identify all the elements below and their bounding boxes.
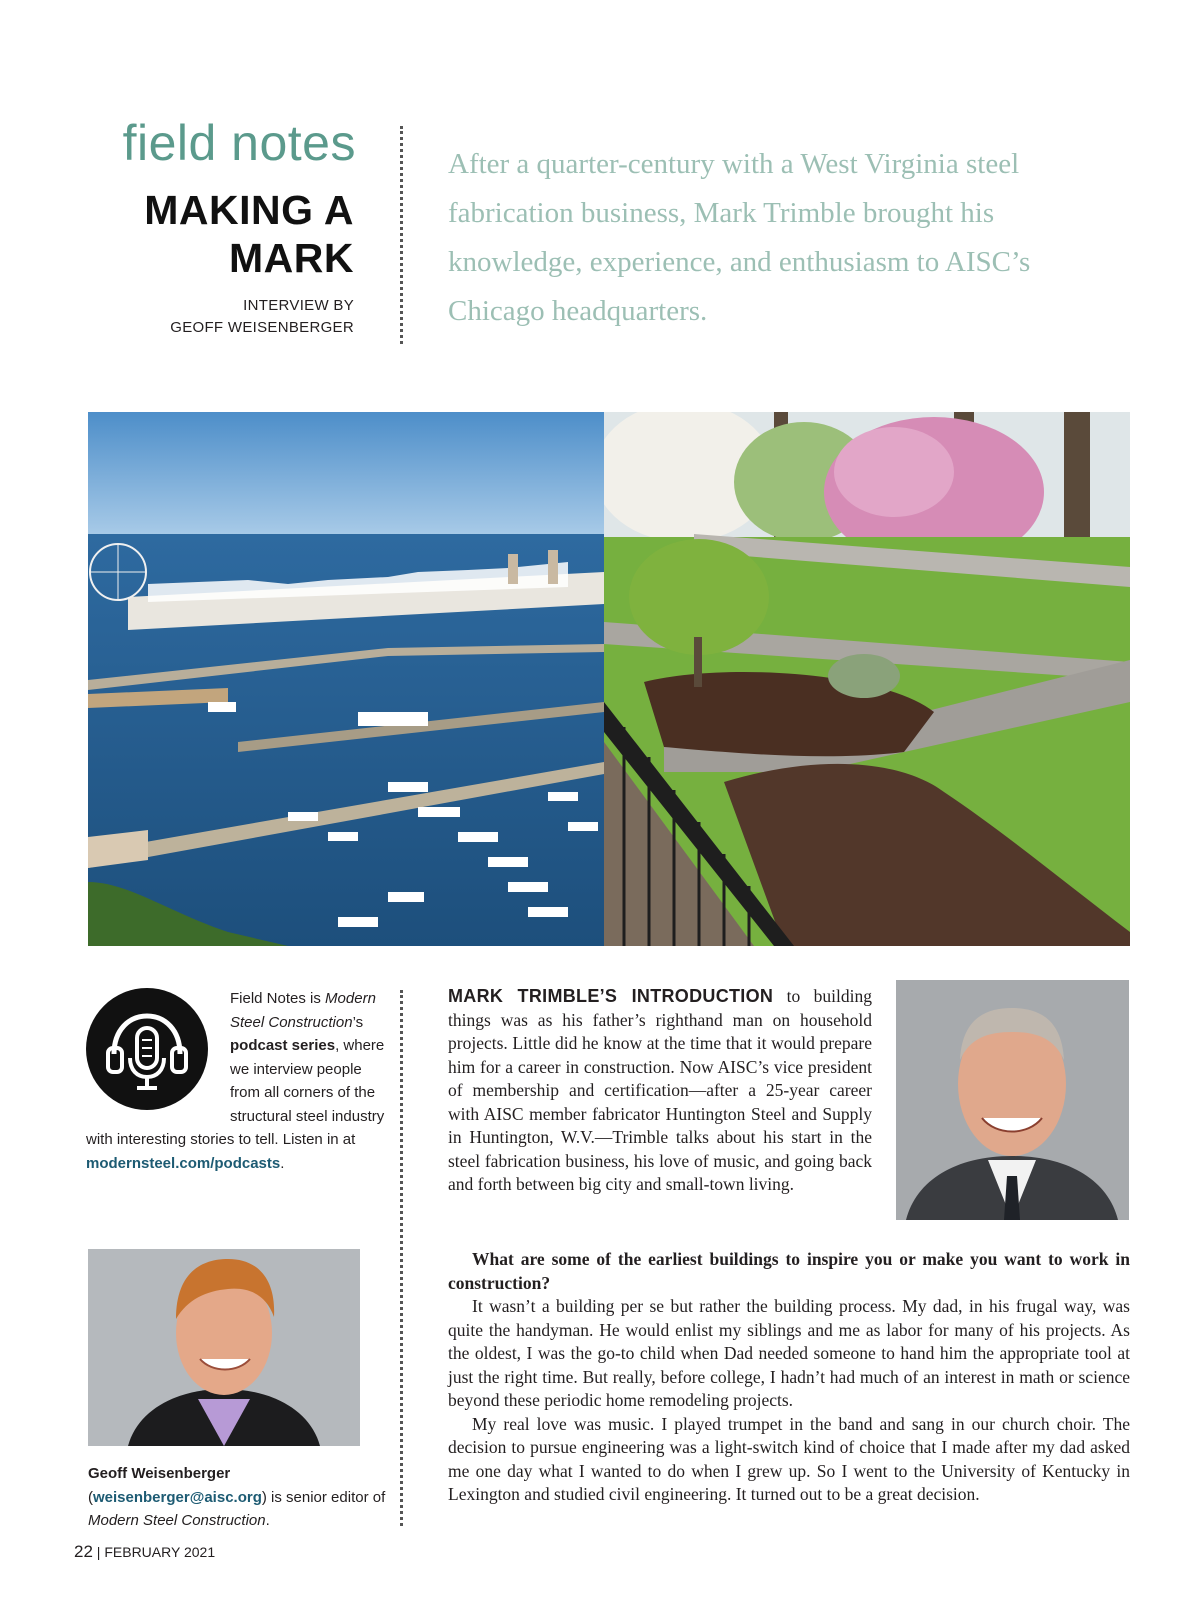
issue-date: FEBRUARY 2021 [104,1544,216,1560]
author-email-link[interactable]: weisenberger@aisc.org [93,1488,262,1506]
question-1: What are some of the earliest buildings to inspire you or make you want to work in construction? [448,1249,1130,1293]
headline-line-1: MAKING A [144,187,354,233]
intro-lead: MARK TRIMBLE’S INTRODUCTION [448,986,774,1006]
page-number: 22 [74,1542,93,1561]
author-open-paren: ( [88,1488,93,1506]
deck: After a quarter-century with a West Virginia steel fabrication business, Mark Trimble brought his knowledge, experience, and enthusiasm to AISC’s Chicago headquarters. [448,148,1031,327]
front-yard-photo [604,412,1130,946]
author-photo [88,1249,360,1446]
author-bio-text-1: ) is senior editor of [261,1488,386,1506]
intro-paragraph [448,985,872,1197]
column-divider [400,990,403,1526]
headline [34,186,354,282]
intro-text: to building things was as his father’s righthand man on household projects. Little did he know at the time that it would prepare him for a career in construction. Now AISC’s vice president of membership and certification—after a 25-year career with AISC member fabricator Huntington Steel and Supply in Huntington, W.V.—Trimble talks about his start in the steel fabrication business, his love of music, and going back and forth between big city and small-town living. [448,986,872,1194]
byline [34,295,354,339]
folio-separator: | [92,1544,105,1560]
author-bio-publication: Modern Steel Construction [88,1512,266,1529]
podcast-text-publication: Modern Steel Construction [230,990,376,1031]
mark-trimble-photo [896,980,1129,1220]
podcast-text-4: . [280,1154,285,1172]
author-name: Geoff Weisenberger [88,1465,231,1482]
headline-line-2: MARK [229,235,354,281]
podcast-series-label: podcast series [230,1037,336,1054]
podcast-text-1: Field Notes is [230,990,326,1007]
podcast-text-2: ’s [352,1013,364,1031]
byline-line-1: INTERVIEW BY [243,297,354,314]
author-bio-text-2: . [265,1512,270,1529]
folio [74,1542,215,1562]
answer-1-paragraph-1: It wasn’t a building per se but rather the building process. My dad, in his frugal way, was quite the handyman. He would enlist my siblings and me as labor for many of his projects. As the oldest, I was the go-to child when Dad needed someone to hand him the appropriate tool at just the right time. But really, before college, I hadn’t had much of an interest in math or science beyond these periodic home remodeling projects. [448,1296,1130,1410]
byline-line-2: GEOFF WEISENBERGER [170,319,354,336]
author-bio [88,1462,388,1533]
section-label: field notes [122,115,356,171]
qa-section [448,1248,1130,1507]
harbor-photo [88,412,604,946]
podcast-link[interactable]: modernsteel.com/podcasts [86,1154,281,1172]
header-divider [400,126,403,344]
answer-1-paragraph-2: My real love was music. I played trumpet in the band and sang in our church choir. The decision to pursue engineering was a light-switch kind of choice that I made after my dad asked me one day what I wanted to do when I grew up. So I went to the University of Kentucky in Lexington and studied civil engineering. It turned out to be a great decision. [448,1413,1130,1504]
podcast-blurb [86,987,386,1175]
podcast-text-3: , where we interview people from all corners of the structural steel industry with interesting stories to tell. Listen in at [86,1037,385,1148]
